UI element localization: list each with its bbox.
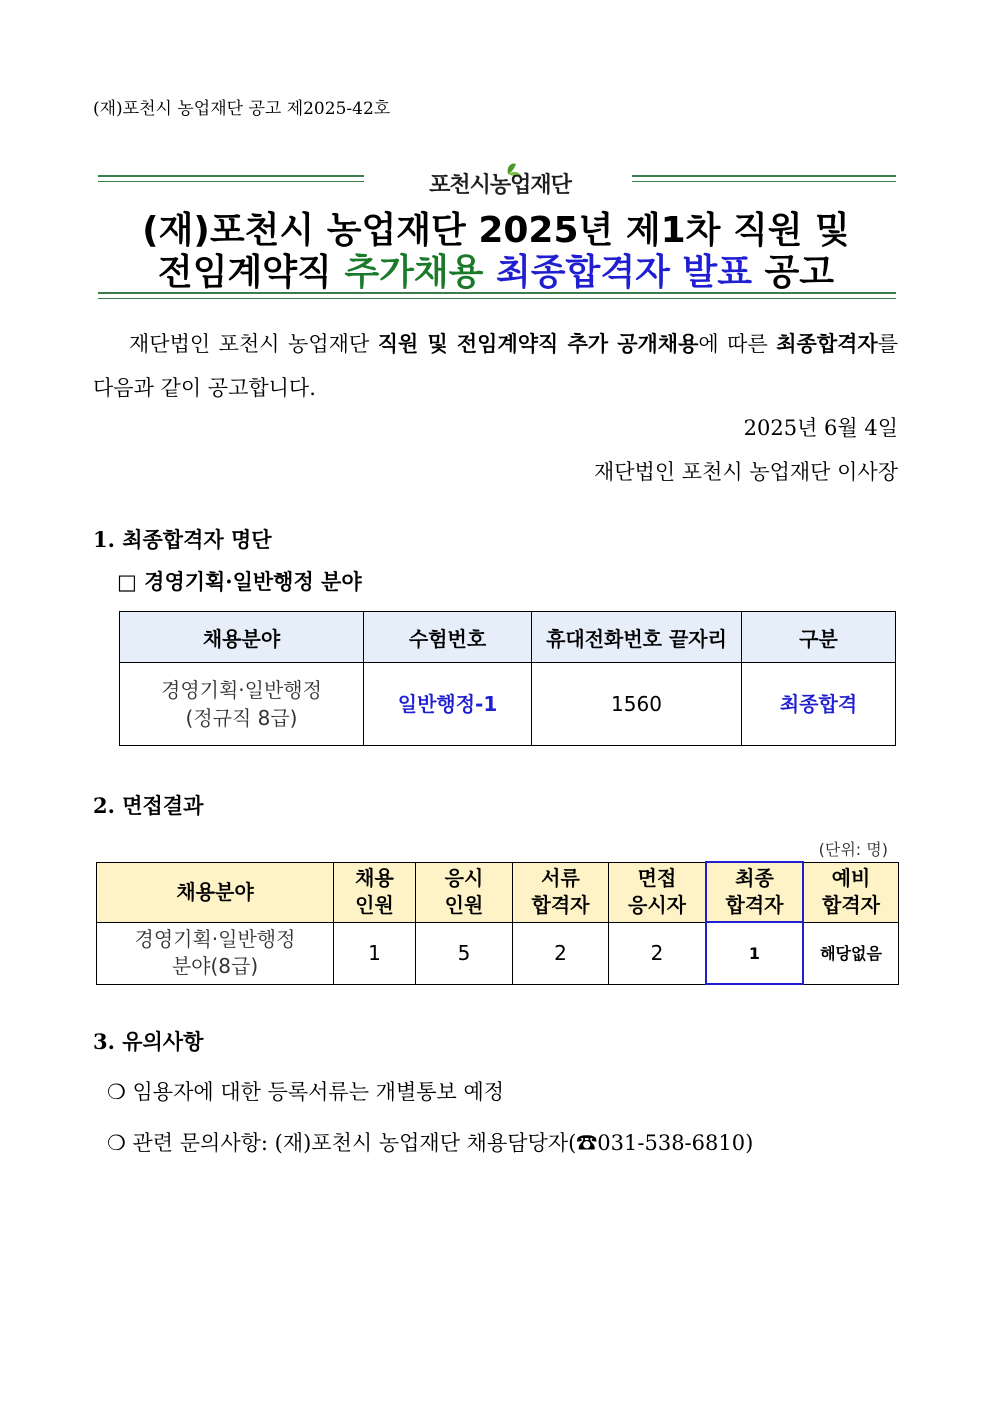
unit-label: (단위: 명): [818, 840, 888, 859]
col-header-phone: 휴대전화번호 끝자리: [532, 612, 742, 663]
header-l2: 합격자: [531, 893, 590, 917]
header-divider-left: [98, 175, 364, 182]
interview-results-table: [96, 861, 899, 985]
col-header-status: 구분: [742, 612, 896, 663]
notice-number: (재)포천시 농업재단 공고 제2025-42호: [93, 99, 391, 119]
final-passers-table: [119, 611, 896, 746]
field-line2: 분야(8급): [171, 954, 259, 978]
cell-interview: 2: [609, 922, 707, 984]
foundation-logo: [420, 160, 580, 200]
header-l1: 서류: [541, 866, 580, 890]
header-l2: 인원: [444, 893, 484, 917]
intro-text-1: 재단법인 포천시 농업재단: [129, 332, 378, 356]
table-row: [120, 663, 896, 746]
cell-field: [120, 663, 364, 746]
note-item-2: ❍ 관련 문의사항: (재)포천시 농업재단 채용담당자(☎031-538-6810): [107, 1131, 754, 1155]
field-line2: (정규직 8급): [185, 706, 298, 730]
col-header-reserve: [803, 862, 899, 922]
note-item-1: ❍ 임용자에 대한 등록서류는 개별통보 예정: [107, 1080, 505, 1104]
title-underline: [98, 292, 896, 299]
field-line1: 경영기획·일반행정: [161, 678, 322, 702]
cell-reserve: 해당없음: [803, 922, 899, 984]
header-l2: 합격자: [725, 893, 784, 917]
col-header-field: 채용분야: [120, 612, 364, 663]
cell-status: 최종합격: [742, 663, 896, 746]
header-l2: 인원: [355, 893, 394, 917]
title-part-b: 추가채용: [344, 252, 484, 293]
logo-text: 포천시농업재단: [429, 173, 571, 198]
intro-text-3: 를 다음과 같이 공고합니다.: [93, 332, 898, 400]
cell-final: 1: [706, 922, 803, 984]
cell-applicants: 5: [416, 922, 513, 984]
col-header-exam-no: 수험번호: [364, 612, 532, 663]
table-row: [97, 922, 899, 984]
page-title-line1: (재)포천시 농업재단 2025년 제1차 직원 및: [142, 210, 850, 251]
title-part-c: 최종합격자 발표: [496, 252, 752, 293]
section1-subheading: □ 경영기획·일반행정 분야: [117, 569, 362, 594]
header-text: 채용분야: [176, 879, 254, 904]
header-l2: 응시자: [628, 893, 686, 917]
issuer: 재단법인 포천시 농업재단 이사장: [593, 460, 898, 484]
header-l1: 면접: [637, 866, 677, 890]
col-header-recruit: [334, 862, 416, 922]
header-l1: 채용: [355, 866, 394, 890]
header-l1: 예비: [831, 866, 871, 890]
col-header-field: [97, 862, 334, 922]
intro-paragraph: [93, 322, 898, 410]
col-header-doc-pass: [513, 862, 609, 922]
col-header-applicants: [416, 862, 513, 922]
cell-doc-pass: 2: [513, 922, 609, 984]
cell-exam-no: 일반행정-1: [364, 663, 532, 746]
section3-heading: 3. 유의사항: [93, 1029, 204, 1054]
col-header-interview: [609, 862, 707, 922]
cell-recruit: 1: [334, 922, 416, 984]
header-l2: 합격자: [822, 893, 880, 917]
cell-phone: 1560: [532, 663, 742, 746]
intro-bold-1: 직원 및 전임계약직 추가 공개채용: [377, 331, 699, 356]
notice-date: 2025년 6월 4일: [743, 416, 898, 440]
page-title-line2: [0, 250, 992, 296]
header-l1: 응시: [444, 866, 484, 890]
intro-text-2: 에 따른: [698, 332, 777, 356]
section2-heading: 2. 면접결과: [93, 793, 204, 818]
col-header-final: [706, 862, 803, 922]
header-divider-right: [632, 175, 896, 182]
title-part-d: 공고: [751, 252, 835, 293]
title-part-a: 전임계약직: [157, 252, 345, 293]
field-line1: 경영기획·일반행정: [134, 927, 296, 951]
section1-heading: 1. 최종합격자 명단: [93, 527, 272, 552]
header-l1: 최종: [735, 866, 774, 890]
cell-field: [97, 922, 334, 984]
intro-bold-2: 최종합격자: [776, 331, 878, 356]
